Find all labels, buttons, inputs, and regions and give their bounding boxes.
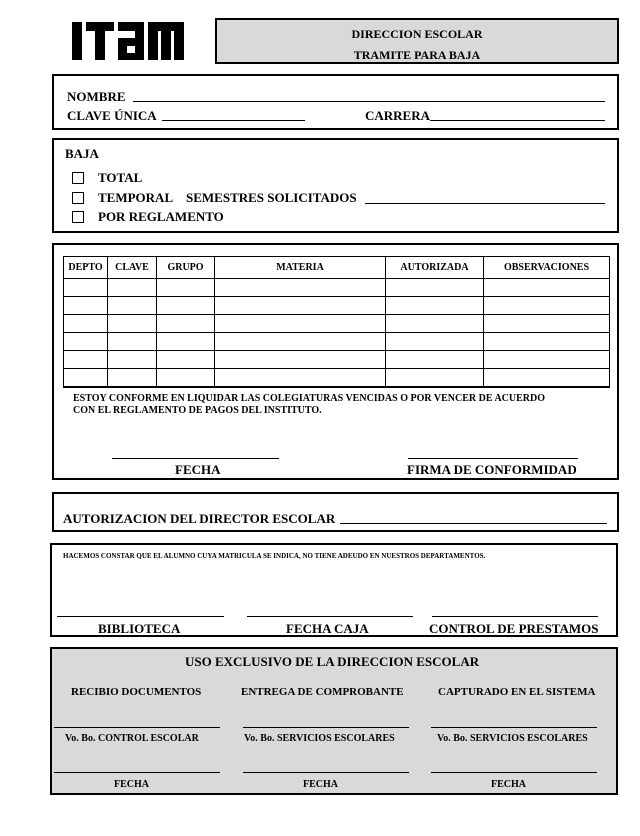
col-materia: MATERIA [215, 257, 386, 279]
temporal-checkbox[interactable] [72, 192, 84, 204]
nombre-label: NOMBRE [67, 89, 126, 104]
semestres-field[interactable] [365, 203, 605, 204]
biblioteca-field[interactable] [57, 616, 224, 617]
col-grupo: GRUPO [157, 257, 215, 279]
firma-label: FIRMA DE CONFORMIDAD [407, 462, 577, 477]
constancia-text: HACEMOS CONSTAR QUE EL ALUMNO CUYA MATRICULA SE INDICA, NO TIENE ADEUDO EN NUESTROS DEPARTAMENTOS. [63, 552, 486, 560]
carrera-label: CARRERA [365, 108, 430, 123]
header-box [215, 18, 619, 64]
fecha-field[interactable] [112, 458, 279, 459]
fecha2-label: FECHA [303, 779, 338, 790]
col-observaciones: OBSERVACIONES [484, 257, 610, 279]
total-label: TOTAL [98, 170, 143, 185]
table-row[interactable] [64, 333, 610, 351]
semestres-label: SEMESTRES SOLICITADOS [186, 190, 357, 205]
autorizacion-label: AUTORIZACION DEL DIRECTOR ESCOLAR [63, 511, 336, 526]
agreement-text-2: CON EL REGLAMENTO DE PAGOS DEL INSTITUTO. [73, 405, 322, 416]
nombre-field[interactable] [133, 101, 605, 102]
table-row[interactable] [64, 351, 610, 369]
prestamos-label: CONTROL DE PRESTAMOS [429, 621, 599, 636]
header-line1: DIRECCION ESCOLAR [351, 27, 483, 41]
recibio-label: RECIBIO DOCUMENTOS [71, 686, 202, 698]
fecha2-field[interactable] [243, 772, 409, 773]
col-clave: CLAVE [108, 257, 157, 279]
itam-logo-mark [72, 20, 184, 62]
table-header-row [64, 257, 610, 279]
col-autorizada: AUTORIZADA [386, 257, 484, 279]
vobo1-field[interactable] [54, 727, 220, 728]
table-row[interactable] [64, 297, 610, 315]
vobo1-label: Vo. Bo. CONTROL ESCOLAR [65, 733, 199, 744]
clave-label: CLAVE ÚNICA [67, 108, 157, 123]
biblioteca-label: BIBLIOTECA [98, 621, 181, 636]
col-depto: DEPTO [64, 257, 108, 279]
vobo2-field[interactable] [243, 727, 409, 728]
fecha-label: FECHA [175, 462, 221, 477]
fecha1-label: FECHA [114, 779, 149, 790]
baja-title: BAJA [65, 146, 99, 161]
fecha-caja-label: FECHA CAJA [286, 621, 369, 636]
temporal-label: TEMPORAL [98, 190, 174, 205]
vobo3-label: Vo. Bo. SERVICIOS ESCOLARES [437, 733, 588, 744]
total-checkbox[interactable] [72, 172, 84, 184]
itam-logo [72, 20, 184, 62]
firma-field[interactable] [408, 458, 578, 459]
vobo2-label: Vo. Bo. SERVICIOS ESCOLARES [244, 733, 395, 744]
capturado-label: CAPTURADO EN EL SISTEMA [438, 686, 596, 698]
table-row[interactable] [64, 315, 610, 333]
reglamento-label: POR REGLAMENTO [98, 209, 224, 224]
materias-table [63, 256, 610, 388]
carrera-field[interactable] [430, 120, 605, 121]
fecha1-field[interactable] [54, 772, 220, 773]
vobo3-field[interactable] [431, 727, 597, 728]
agreement-text: ESTOY CONFORME EN LIQUIDAR LAS COLEGIATURAS VENCIDAS O POR VENCER DE ACUERDO [73, 393, 546, 404]
uso-exclusivo-title: USO EXCLUSIVO DE LA DIRECCION ESCOLAR [185, 654, 480, 669]
table-row[interactable] [64, 279, 610, 297]
header-line2: TRAMITE PARA BAJA [353, 48, 481, 62]
clave-field[interactable] [162, 120, 305, 121]
prestamos-field[interactable] [432, 616, 598, 617]
table-row[interactable] [64, 369, 610, 387]
fecha3-field[interactable] [431, 772, 597, 773]
autorizacion-field[interactable] [340, 523, 607, 524]
caja-field[interactable] [247, 616, 413, 617]
fecha3-label: FECHA [491, 779, 526, 790]
reglamento-checkbox[interactable] [72, 211, 84, 223]
entrega-label: ENTREGA DE COMPROBANTE [241, 686, 404, 698]
